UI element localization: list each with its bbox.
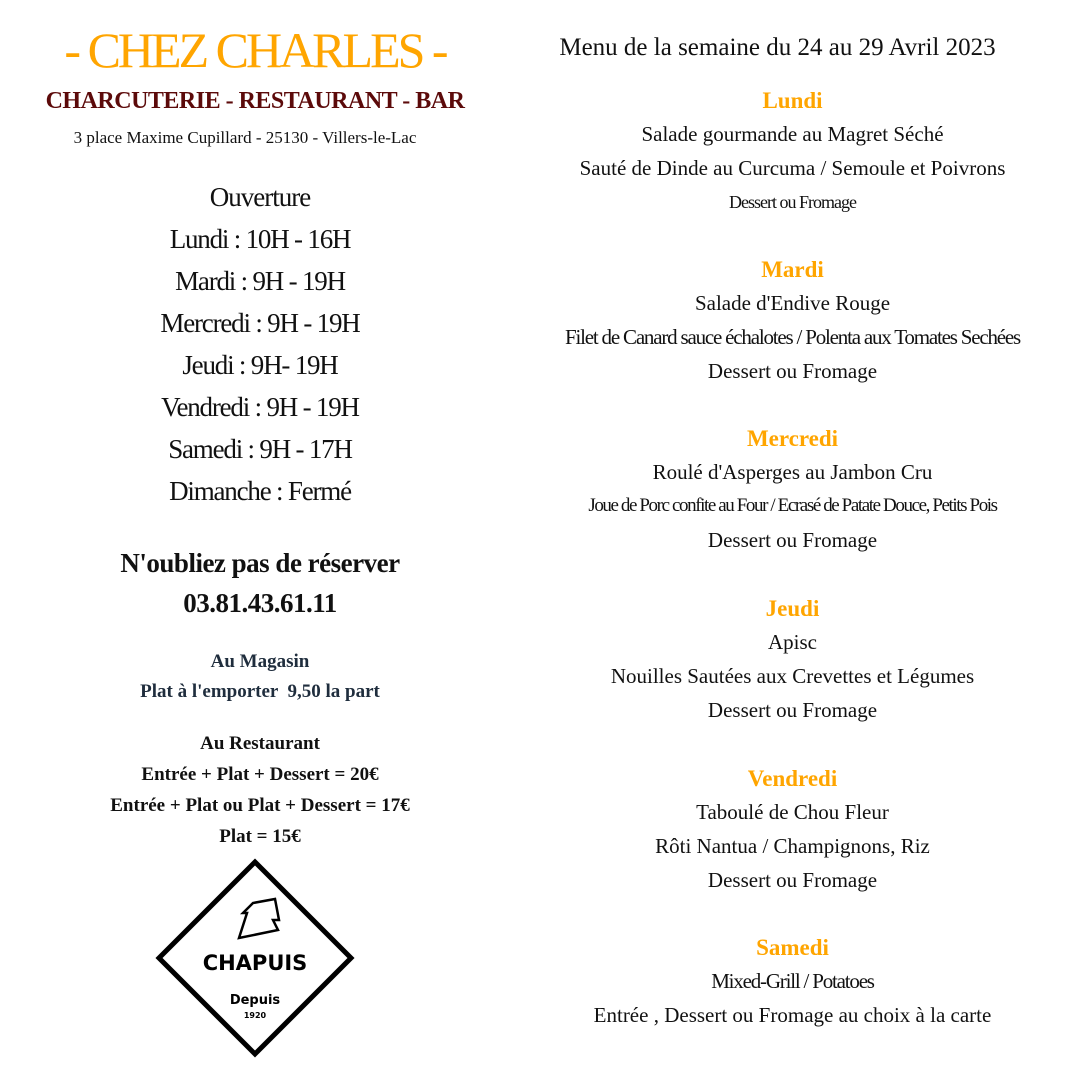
hours-line-dimanche: Dimanche : Fermé — [169, 476, 351, 506]
hours-line-vendredi: Vendredi : 9H - 19H — [161, 392, 359, 422]
hours-line-mercredi: Mercredi : 9H - 19H — [160, 308, 360, 338]
restaurant-prices — [20, 728, 500, 852]
price-formula-full: Entrée + Plat + Dessert = 20€ — [141, 764, 379, 785]
dish-entree: Apisc — [768, 630, 817, 654]
dish-note: Entrée , Dessert ou Fromage au choix à la carte — [593, 1003, 992, 1027]
dish-entree: Roulé d'Asperges au Jambon Cru — [652, 460, 933, 484]
menu-day-mercredi — [500, 423, 1080, 557]
dish-dessert: Dessert ou Fromage — [707, 698, 878, 722]
dish-plat: Sauté de Dinde au Curcuma / Semoule et Poivrons — [579, 156, 1006, 180]
menu-header: Menu de la semaine du 24 au 29 Avril 2023 — [559, 34, 996, 61]
chapuis-logo — [155, 858, 355, 1058]
hours-line-jeudi: Jeudi : 9H- 19H — [182, 350, 338, 380]
dish-entree: Taboulé de Chou Fleur — [696, 800, 889, 824]
day-name: Samedi — [756, 935, 829, 960]
logo-name: CHAPUIS — [202, 951, 308, 975]
hours-line-lundi: Lundi : 10H - 16H — [169, 224, 351, 254]
weekly-menu — [500, 0, 1080, 1080]
brand-title: - CHEZ CHARLES - — [64, 22, 446, 78]
dish-plat: Rôti Nantua / Champignons, Riz — [655, 834, 930, 858]
price-plat: Plat = 15€ — [219, 826, 301, 847]
reservation-text: N'oubliez pas de réserver — [120, 548, 400, 578]
brand-address: 3 place Maxime Cupillard - 25130 - Villers-le-Lac — [73, 128, 417, 147]
logo-since: Depuis — [229, 993, 281, 1008]
day-name: Mardi — [761, 257, 824, 282]
menu-day-mardi — [500, 254, 1080, 388]
dish-plat: Filet de Canard sauce échalotes / Polenta aux Tomates Sechées — [564, 325, 1021, 349]
shop-block — [40, 647, 480, 707]
day-name: Vendredi — [747, 766, 838, 791]
phone-number: 03.81.43.61.11 — [183, 588, 337, 618]
day-name: Lundi — [762, 88, 823, 113]
dish-plat: Mixed-Grill / Potatoes — [711, 969, 874, 993]
menu-day-samedi — [500, 932, 1080, 1032]
day-name: Mercredi — [746, 426, 839, 451]
price-formula-two: Entrée + Plat ou Plat + Dessert = 17€ — [110, 795, 410, 816]
menu-day-vendredi — [500, 763, 1080, 897]
menu-day-lundi — [500, 85, 1080, 219]
left-column — [0, 0, 520, 1080]
hours-line-samedi: Samedi : 9H - 17H — [168, 434, 352, 464]
dish-dessert: Dessert ou Fromage — [729, 192, 856, 212]
brand-subtitle: CHARCUTERIE - RESTAURANT - BAR — [45, 88, 465, 114]
menu-day-jeudi — [500, 593, 1080, 727]
shop-takeaway-price: Plat à l'emporter 9,50 la part — [140, 681, 380, 702]
dish-dessert: Dessert ou Fromage — [707, 868, 878, 892]
dish-dessert: Dessert ou Fromage — [707, 359, 878, 383]
restaurant-title: Au Restaurant — [200, 733, 320, 754]
hours-line-mardi: Mardi : 9H - 19H — [175, 266, 345, 296]
logo-year: 1920 — [243, 1011, 267, 1020]
shop-title: Au Magasin — [210, 651, 310, 672]
hours-title: Ouverture — [209, 182, 311, 212]
dish-entree: Salade d'Endive Rouge — [694, 291, 891, 315]
opening-hours — [60, 176, 460, 512]
dish-dessert: Dessert ou Fromage — [707, 528, 878, 552]
reservation-block — [40, 543, 480, 623]
day-name: Jeudi — [765, 596, 820, 621]
dish-plat: Joue de Porc confite au Four / Ecrasé de Patate Douce, Petits Pois — [588, 495, 997, 516]
dish-plat: Nouilles Sautées aux Crevettes et Légumes — [610, 664, 975, 688]
dish-entree: Salade gourmande au Magret Séché — [641, 122, 944, 146]
